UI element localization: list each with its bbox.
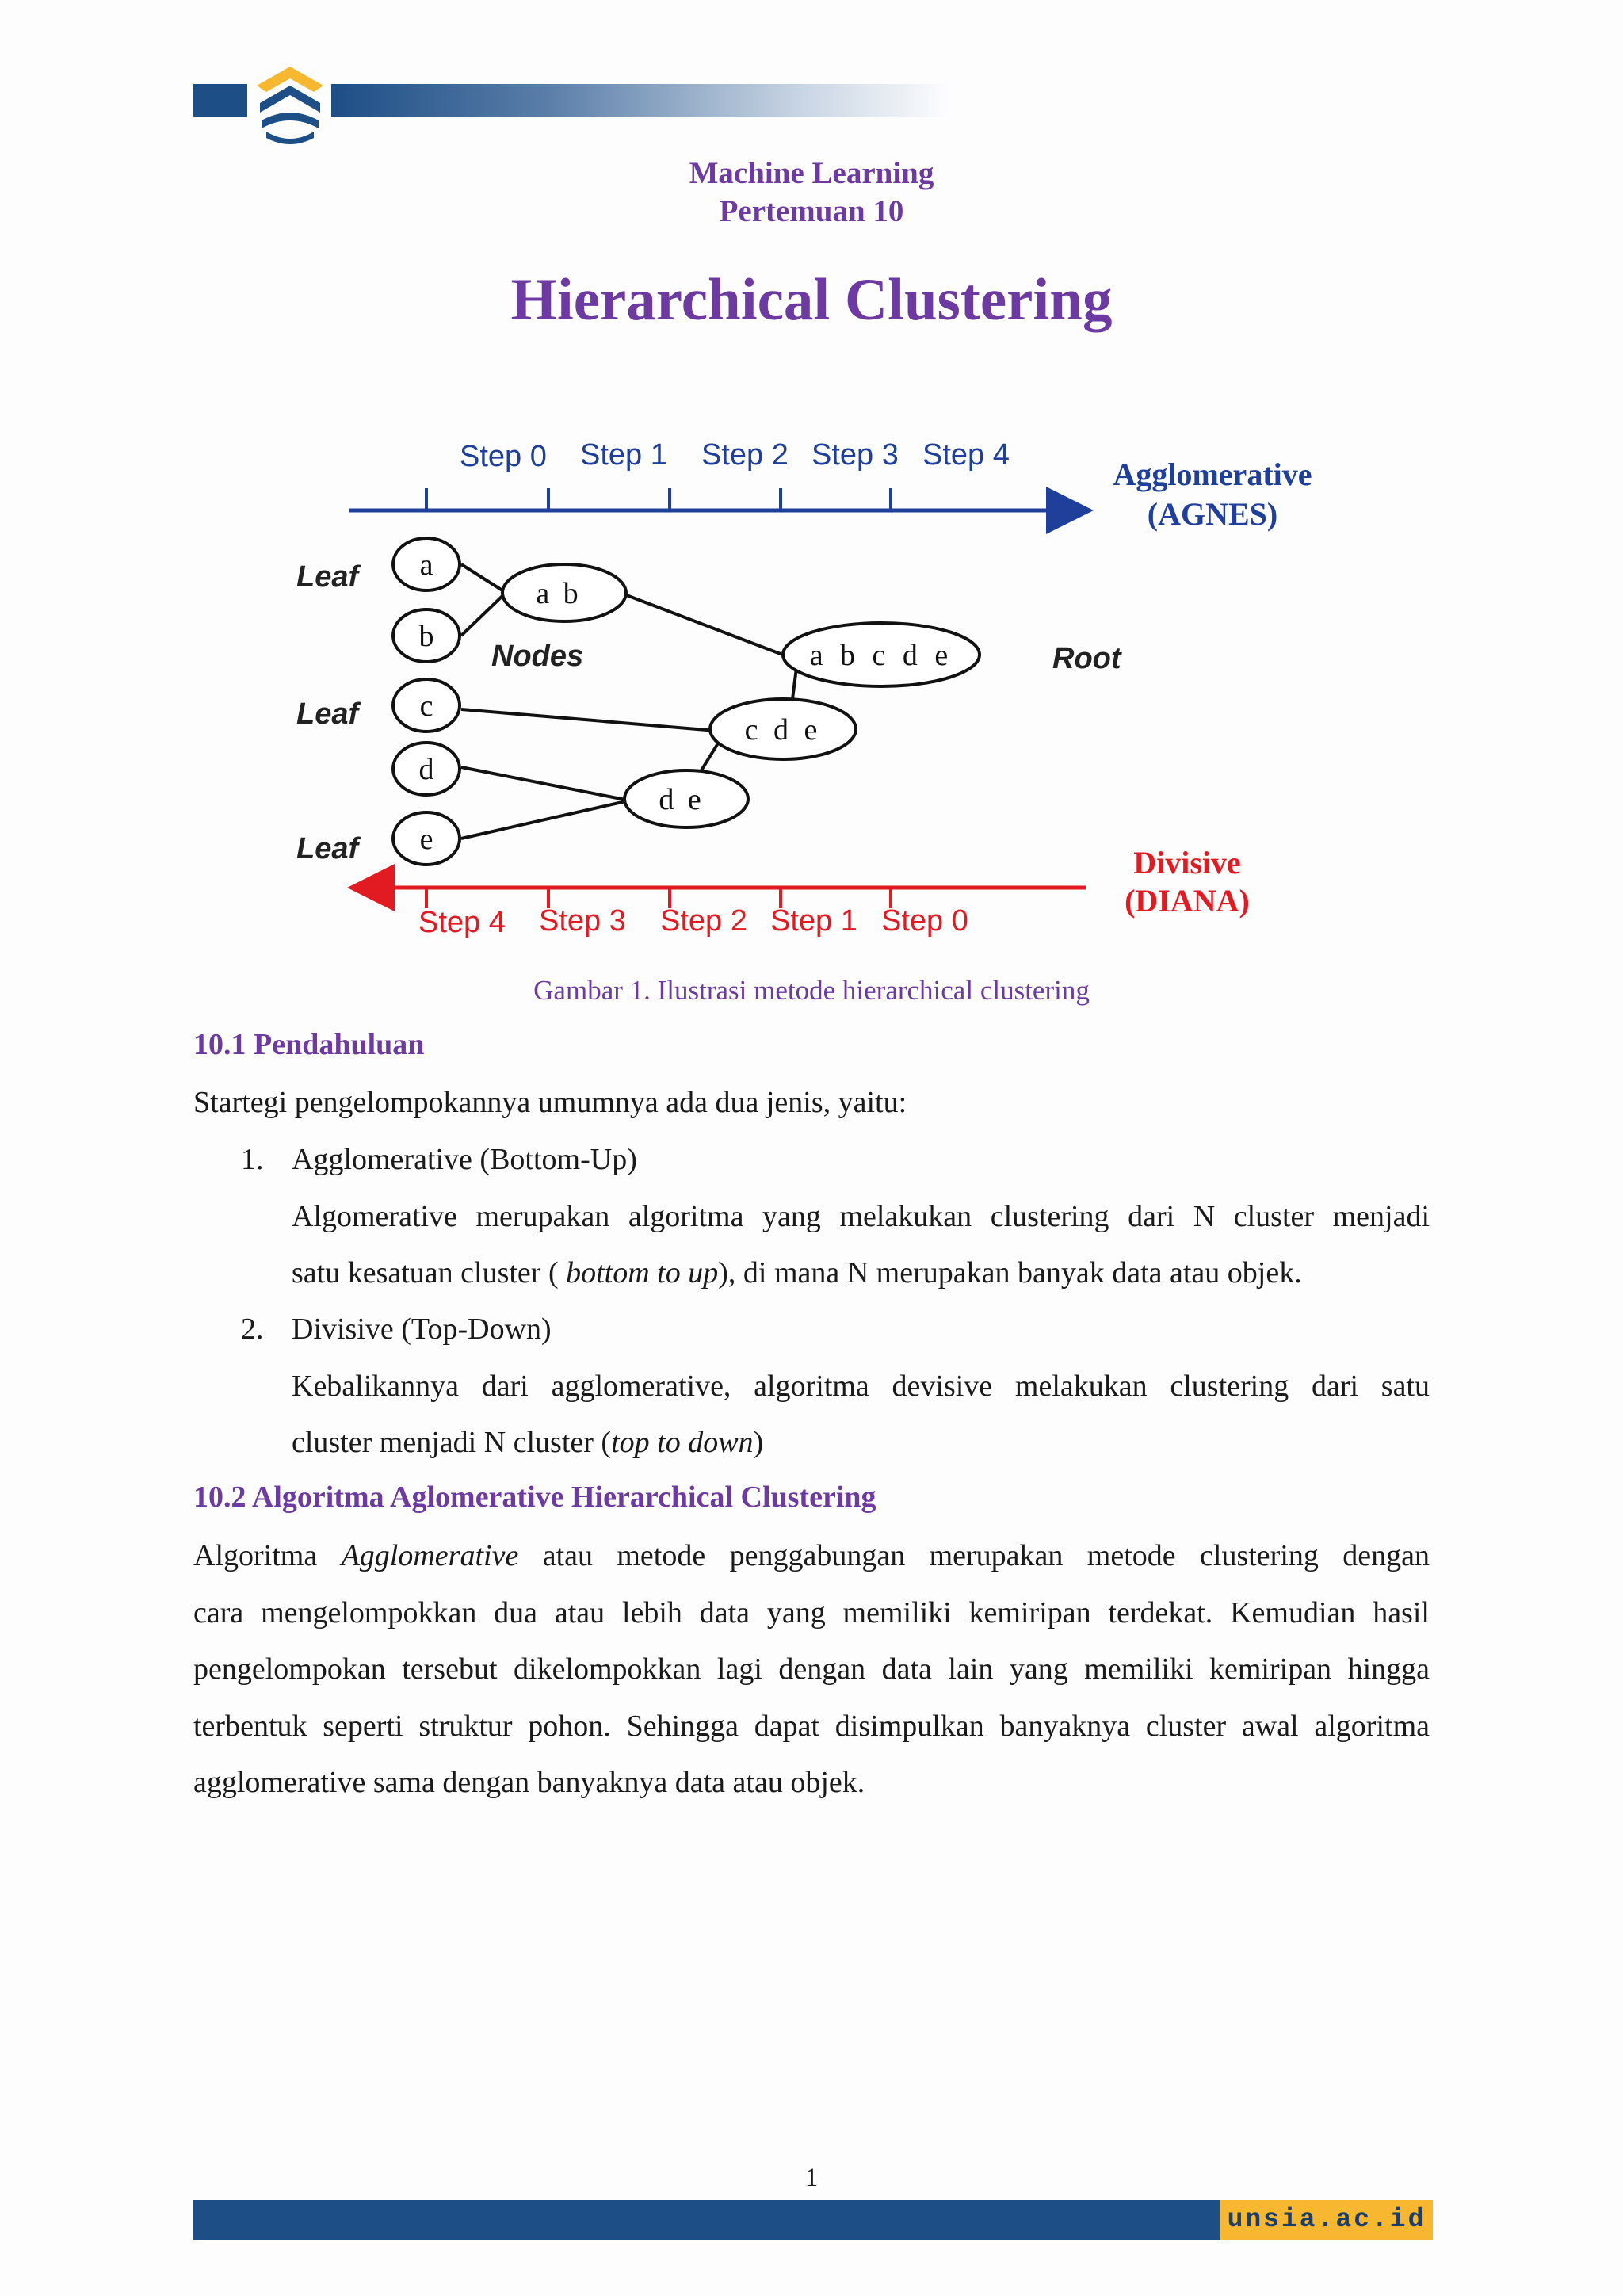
footer-blue-bar (193, 2200, 1220, 2240)
list-item-divisive-line1: Kebalikannya dari agglomerative, algoritma devisive melakukan clustering dari satu (292, 1370, 1430, 1403)
course-title: Machine Learning (689, 156, 934, 190)
section2-line4: terbentuk seperti struktur pohon. Sehingga dapat disimpulkan banyaknya cluster awal algoritma (193, 1710, 1430, 1743)
leaf-text-e: e (419, 823, 433, 856)
top-step-1: Step 1 (580, 438, 667, 472)
list-item-divisive-line2 (292, 1415, 1430, 1472)
leaf-text-c: c (419, 690, 433, 723)
top-step-4: Step 4 (922, 438, 1010, 472)
footer-site-badge: unsia.ac.id (1220, 2200, 1433, 2240)
section2-line5: agglomerative sama dengan banyaknya data atau objek. (193, 1766, 865, 1799)
leaf-label-3: Leaf (296, 832, 359, 865)
cluster-text-cde: c d e (744, 713, 822, 747)
bottom-step-2: Step 2 (660, 904, 747, 938)
section2-line1 (193, 1528, 1430, 1585)
divisive-line2-end: ) (753, 1426, 764, 1459)
header-gradient-band (331, 84, 949, 117)
cluster-text-ab: a b (536, 577, 582, 610)
top-step-0: Step 0 (460, 440, 547, 473)
university-logo (250, 63, 330, 146)
list-item-divisive-title: Divisive (Top-Down) (292, 1312, 552, 1346)
agnes-label: (AGNES) (1147, 496, 1278, 532)
page-number: 1 (804, 2164, 819, 2192)
section-heading-pendahuluan: 10.1 Pendahuluan (193, 1028, 425, 1061)
header-blue-block (193, 84, 247, 117)
top-to-down-emphasis: top to down (611, 1426, 754, 1459)
section1-intro: Startegi pengelompokannya umumnya ada dua jenis, yaitu: (193, 1086, 907, 1119)
section2-line3: pengelompokan tersebut dikelompokkan lagi dengan data lain yang memiliki kemiripan hingga (193, 1652, 1430, 1686)
section2-line1-end: atau metode penggabungan merupakan metode clustering dengan (518, 1539, 1430, 1572)
root-label: Root (1052, 642, 1121, 675)
meeting-title: Pertemuan 10 (719, 194, 904, 228)
figure-caption: Gambar 1. Ilustrasi metode hierarchical clustering (533, 975, 1090, 1006)
leaf-text-b: b (418, 620, 434, 653)
section2-line1-start: Algoritma (193, 1539, 342, 1572)
leaf-text-a: a (419, 548, 433, 582)
list-number-1: 1. (241, 1143, 264, 1176)
clustering-diagram (285, 428, 1331, 967)
divisive-line2-start: cluster menjadi N cluster ( (292, 1426, 612, 1459)
agglomerative-emphasis: Agglomerative (341, 1539, 519, 1572)
bottom-step-3: Step 3 (539, 904, 626, 938)
cluster-text-de: d e (659, 783, 705, 816)
top-step-3: Step 3 (812, 438, 899, 472)
bottom-step-1: Step 1 (770, 904, 857, 938)
agglomerative-label: Agglomerative (1113, 457, 1312, 492)
list-number-2: 2. (241, 1312, 264, 1346)
hierarchical-clustering-figure (285, 428, 1331, 967)
bottom-to-up-emphasis: bottom to up (566, 1256, 719, 1289)
leaf-label-2: Leaf (296, 697, 359, 731)
bottom-step-4: Step 4 (418, 906, 506, 939)
list-item-agglomerative-line1: Algomerative merupakan algoritma yang melakukan clustering dari N cluster menjadi (292, 1200, 1430, 1233)
nodes-label: Nodes (491, 640, 584, 673)
divisive-label: Divisive (1133, 845, 1241, 881)
agglomerative-line2-start: satu kesatuan cluster ( (292, 1256, 567, 1289)
leaf-label-1: Leaf (296, 560, 359, 594)
top-step-2: Step 2 (701, 438, 789, 472)
section-heading-aglomerative: 10.2 Algoritma Aglomerative Hierarchical Clustering (193, 1480, 876, 1514)
list-item-agglomerative-line2 (292, 1245, 1430, 1302)
section2-line2: cara mengelompokkan dua atau lebih data yang memiliki kemiripan terdekat. Kemudian hasil (193, 1596, 1430, 1629)
cluster-text-abcde: a b c d e (809, 639, 953, 672)
list-item-agglomerative-title: Agglomerative (Bottom-Up) (292, 1143, 637, 1176)
page-title: Hierarchical Clustering (510, 267, 1113, 333)
bottom-step-0: Step 0 (881, 904, 968, 938)
leaf-text-d: d (418, 753, 434, 786)
diana-label: (DIANA) (1125, 883, 1250, 919)
agglomerative-line2-end: ), di mana N merupakan banyak data atau objek. (718, 1256, 1302, 1289)
